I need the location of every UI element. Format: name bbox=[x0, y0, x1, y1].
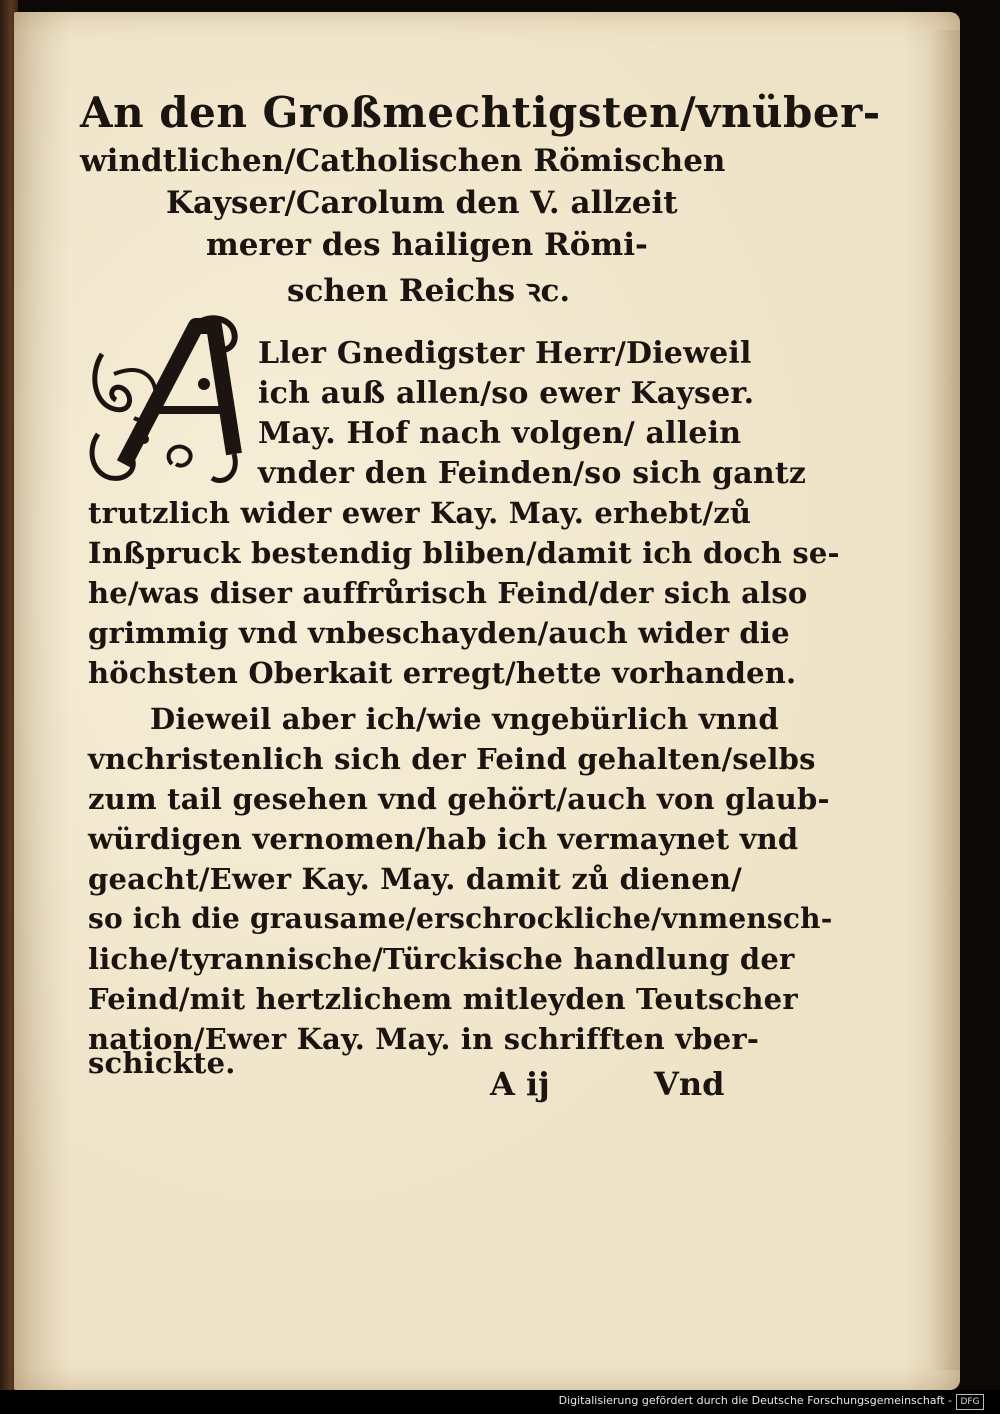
page-edge-shadow bbox=[930, 30, 960, 1370]
ornamental-initial-icon bbox=[84, 314, 252, 490]
paragraph1-line: May. Hof nach volgen/ allein bbox=[258, 416, 742, 451]
paragraph1-line: höchsten Oberkait erregt/hette vorhanden. bbox=[88, 656, 797, 690]
catchword: Vnd bbox=[654, 1065, 725, 1103]
paragraph2-line: nation/Ewer Kay. May. in schrifften vber- bbox=[88, 1022, 760, 1056]
paragraph2-line: schickte. bbox=[88, 1046, 236, 1080]
footer-credit: Digitalisierung gefördert durch die Deutsche Forschungsgemeinschaft - bbox=[558, 1394, 952, 1407]
heading-line-1: An den Großmechtigsten/vnüber- bbox=[80, 88, 881, 137]
paragraph2-line: Feind/mit hertzlichem mitleyden Teutscher bbox=[88, 982, 798, 1016]
paragraph1-line: Inßpruck bestendig bliben/damit ich doch se- bbox=[88, 536, 840, 570]
dfg-logo[interactable]: DFG bbox=[956, 1394, 984, 1410]
paragraph1-line: ich auß allen/so ewer Kayser. bbox=[258, 376, 755, 411]
paragraph1-line: he/was diser auffrůrisch Feind/der sich also bbox=[88, 576, 808, 610]
paragraph2-line: geacht/Ewer Kay. May. damit zů dienen/ bbox=[88, 862, 742, 896]
paragraph1-line: Ller Gnedigster Herr/Dieweil bbox=[258, 336, 752, 371]
heading-line-3: Kayser/Carolum den V. allzeit bbox=[166, 185, 678, 221]
paragraph2-line: liche/tyrannische/Türckische handlung der bbox=[88, 942, 795, 976]
paragraph2-line: würdigen vernomen/hab ich vermaynet vnd bbox=[88, 822, 799, 856]
paragraph2-line: vnchristenlich sich der Feind gehalten/selbs bbox=[88, 742, 816, 776]
signature-mark: A ij bbox=[490, 1065, 550, 1103]
heading-line-2: windtlichen/Catholischen Römischen bbox=[80, 143, 726, 179]
paragraph1-line: vnder den Feinden/so sich gantz bbox=[258, 456, 807, 491]
footer-bar bbox=[0, 1390, 1000, 1414]
paragraph2-line: so ich die grausame/erschrockliche/vnmensch- bbox=[88, 902, 833, 935]
paragraph2-line: zum tail gesehen vnd gehört/auch von glaub- bbox=[88, 782, 830, 816]
decorated-initial-letter bbox=[84, 314, 252, 490]
paragraph1-line: grimmig vnd vnbeschayden/auch wider die bbox=[88, 616, 790, 650]
dedication-heading bbox=[80, 88, 881, 311]
paragraph2-line: Dieweil aber ich/wie vngebürlich vnnd bbox=[150, 702, 779, 736]
paragraph1-line: trutzlich wider ewer Kay. May. erhebt/zů bbox=[88, 496, 752, 530]
heading-line-5: schen Reichs ꝛc. bbox=[287, 273, 571, 309]
heading-line-4: merer des hailigen Römi- bbox=[206, 227, 648, 263]
